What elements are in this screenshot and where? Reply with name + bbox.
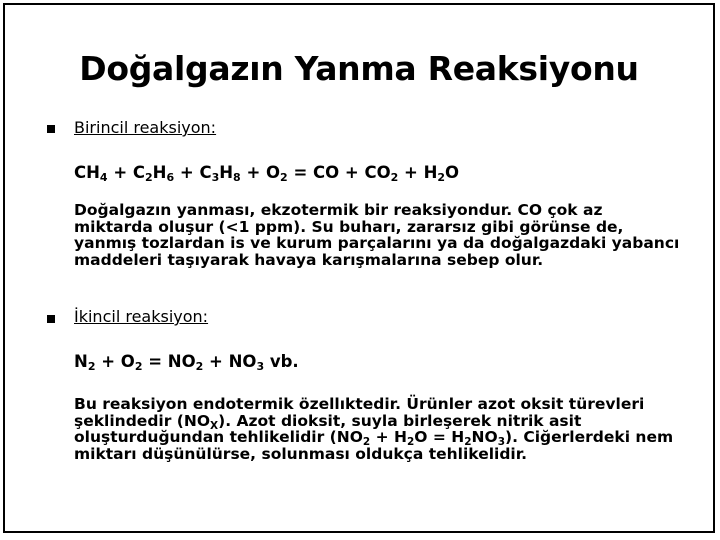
- subscript: 8: [233, 171, 241, 184]
- text-run: + O: [95, 352, 135, 371]
- text-run: + C: [174, 163, 212, 182]
- text-run: O: [445, 163, 460, 182]
- section1-heading: Birincil reaksiyon:: [74, 118, 217, 137]
- subscript: 2: [87, 360, 96, 373]
- section2-formula: [74, 352, 299, 371]
- text-run: CH: [74, 163, 100, 182]
- paragraph-line: [74, 429, 673, 446]
- subscript: 2: [390, 171, 399, 184]
- subscript: 2: [406, 436, 415, 448]
- subscript: 3: [211, 171, 220, 184]
- text-run: maddeleri taşıyarak havaya karışmalarına sebep olur.: [74, 250, 544, 269]
- text-run: = NO: [142, 352, 196, 371]
- paragraph-line: [74, 252, 679, 269]
- subscript: 2: [464, 436, 472, 448]
- text-run: NO: [471, 428, 498, 446]
- text-run: Doğalgazın yanması, ekzotermik bir reaksiyondur. CO çok az: [74, 201, 603, 219]
- paragraph-line: [74, 413, 673, 430]
- subscript: 6: [166, 171, 175, 184]
- subscript: 2: [145, 171, 153, 184]
- text-run: ). Ciğerlerdeki nem: [505, 428, 674, 446]
- text-run: ). Azot dioksit, suyla birleşerek nitrik asit: [218, 411, 582, 430]
- subscript: X: [210, 419, 219, 432]
- text-run: şeklindedir (NO: [74, 411, 210, 430]
- slide: [3, 3, 715, 533]
- subscript: 2: [362, 436, 371, 448]
- section1-formula: [74, 163, 459, 182]
- text-run: + NO: [203, 352, 257, 371]
- slide-title: Doğalgazın Yanma Reaksiyonu: [79, 49, 639, 88]
- section1-paragraph: [74, 202, 679, 268]
- subscript: 2: [437, 171, 446, 184]
- text-run: = CO + CO: [287, 163, 391, 182]
- text-run: yanmış tozlardan is ve kurum parçalarını ya da doğalgazdaki yabancı: [74, 234, 680, 252]
- text-run: N: [74, 352, 88, 371]
- paragraph-line: [74, 219, 679, 236]
- text-run: + H: [398, 163, 438, 182]
- text-run: oluşturduğundan tehlikelidir (NO: [74, 428, 363, 446]
- section2-heading: İkincil reaksiyon:: [74, 307, 209, 326]
- subscript: 3: [256, 360, 265, 373]
- subscript: 2: [280, 171, 288, 184]
- text-run: + H: [370, 428, 407, 446]
- text-run: O = H: [414, 428, 465, 446]
- text-run: + O: [240, 163, 281, 182]
- subscript: 2: [134, 360, 143, 373]
- paragraph-line: [74, 235, 679, 252]
- paragraph-line: [74, 202, 679, 219]
- text-run: H: [152, 163, 167, 182]
- text-run: + C: [107, 163, 146, 182]
- bullet-square-icon: [47, 315, 55, 323]
- subscript: 4: [99, 171, 108, 184]
- subscript: 2: [195, 360, 204, 373]
- bullet-square-icon: [47, 125, 55, 133]
- text-run: miktarı düşünülürse, solunması oldukça tehlikelidir.: [74, 444, 528, 463]
- subscript: 3: [497, 436, 505, 448]
- text-run: H: [219, 163, 234, 182]
- paragraph-line: [74, 446, 673, 463]
- text-run: vb.: [264, 352, 299, 371]
- text-run: miktarda oluşur (<1 ppm). Su buharı, zararsız gibi görünse de,: [74, 217, 624, 236]
- text-run: Bu reaksiyon endotermik özellıktedir. Ürünler azot oksit türevleri: [74, 395, 645, 413]
- section2-paragraph: [74, 396, 673, 462]
- paragraph-line: [74, 396, 673, 413]
